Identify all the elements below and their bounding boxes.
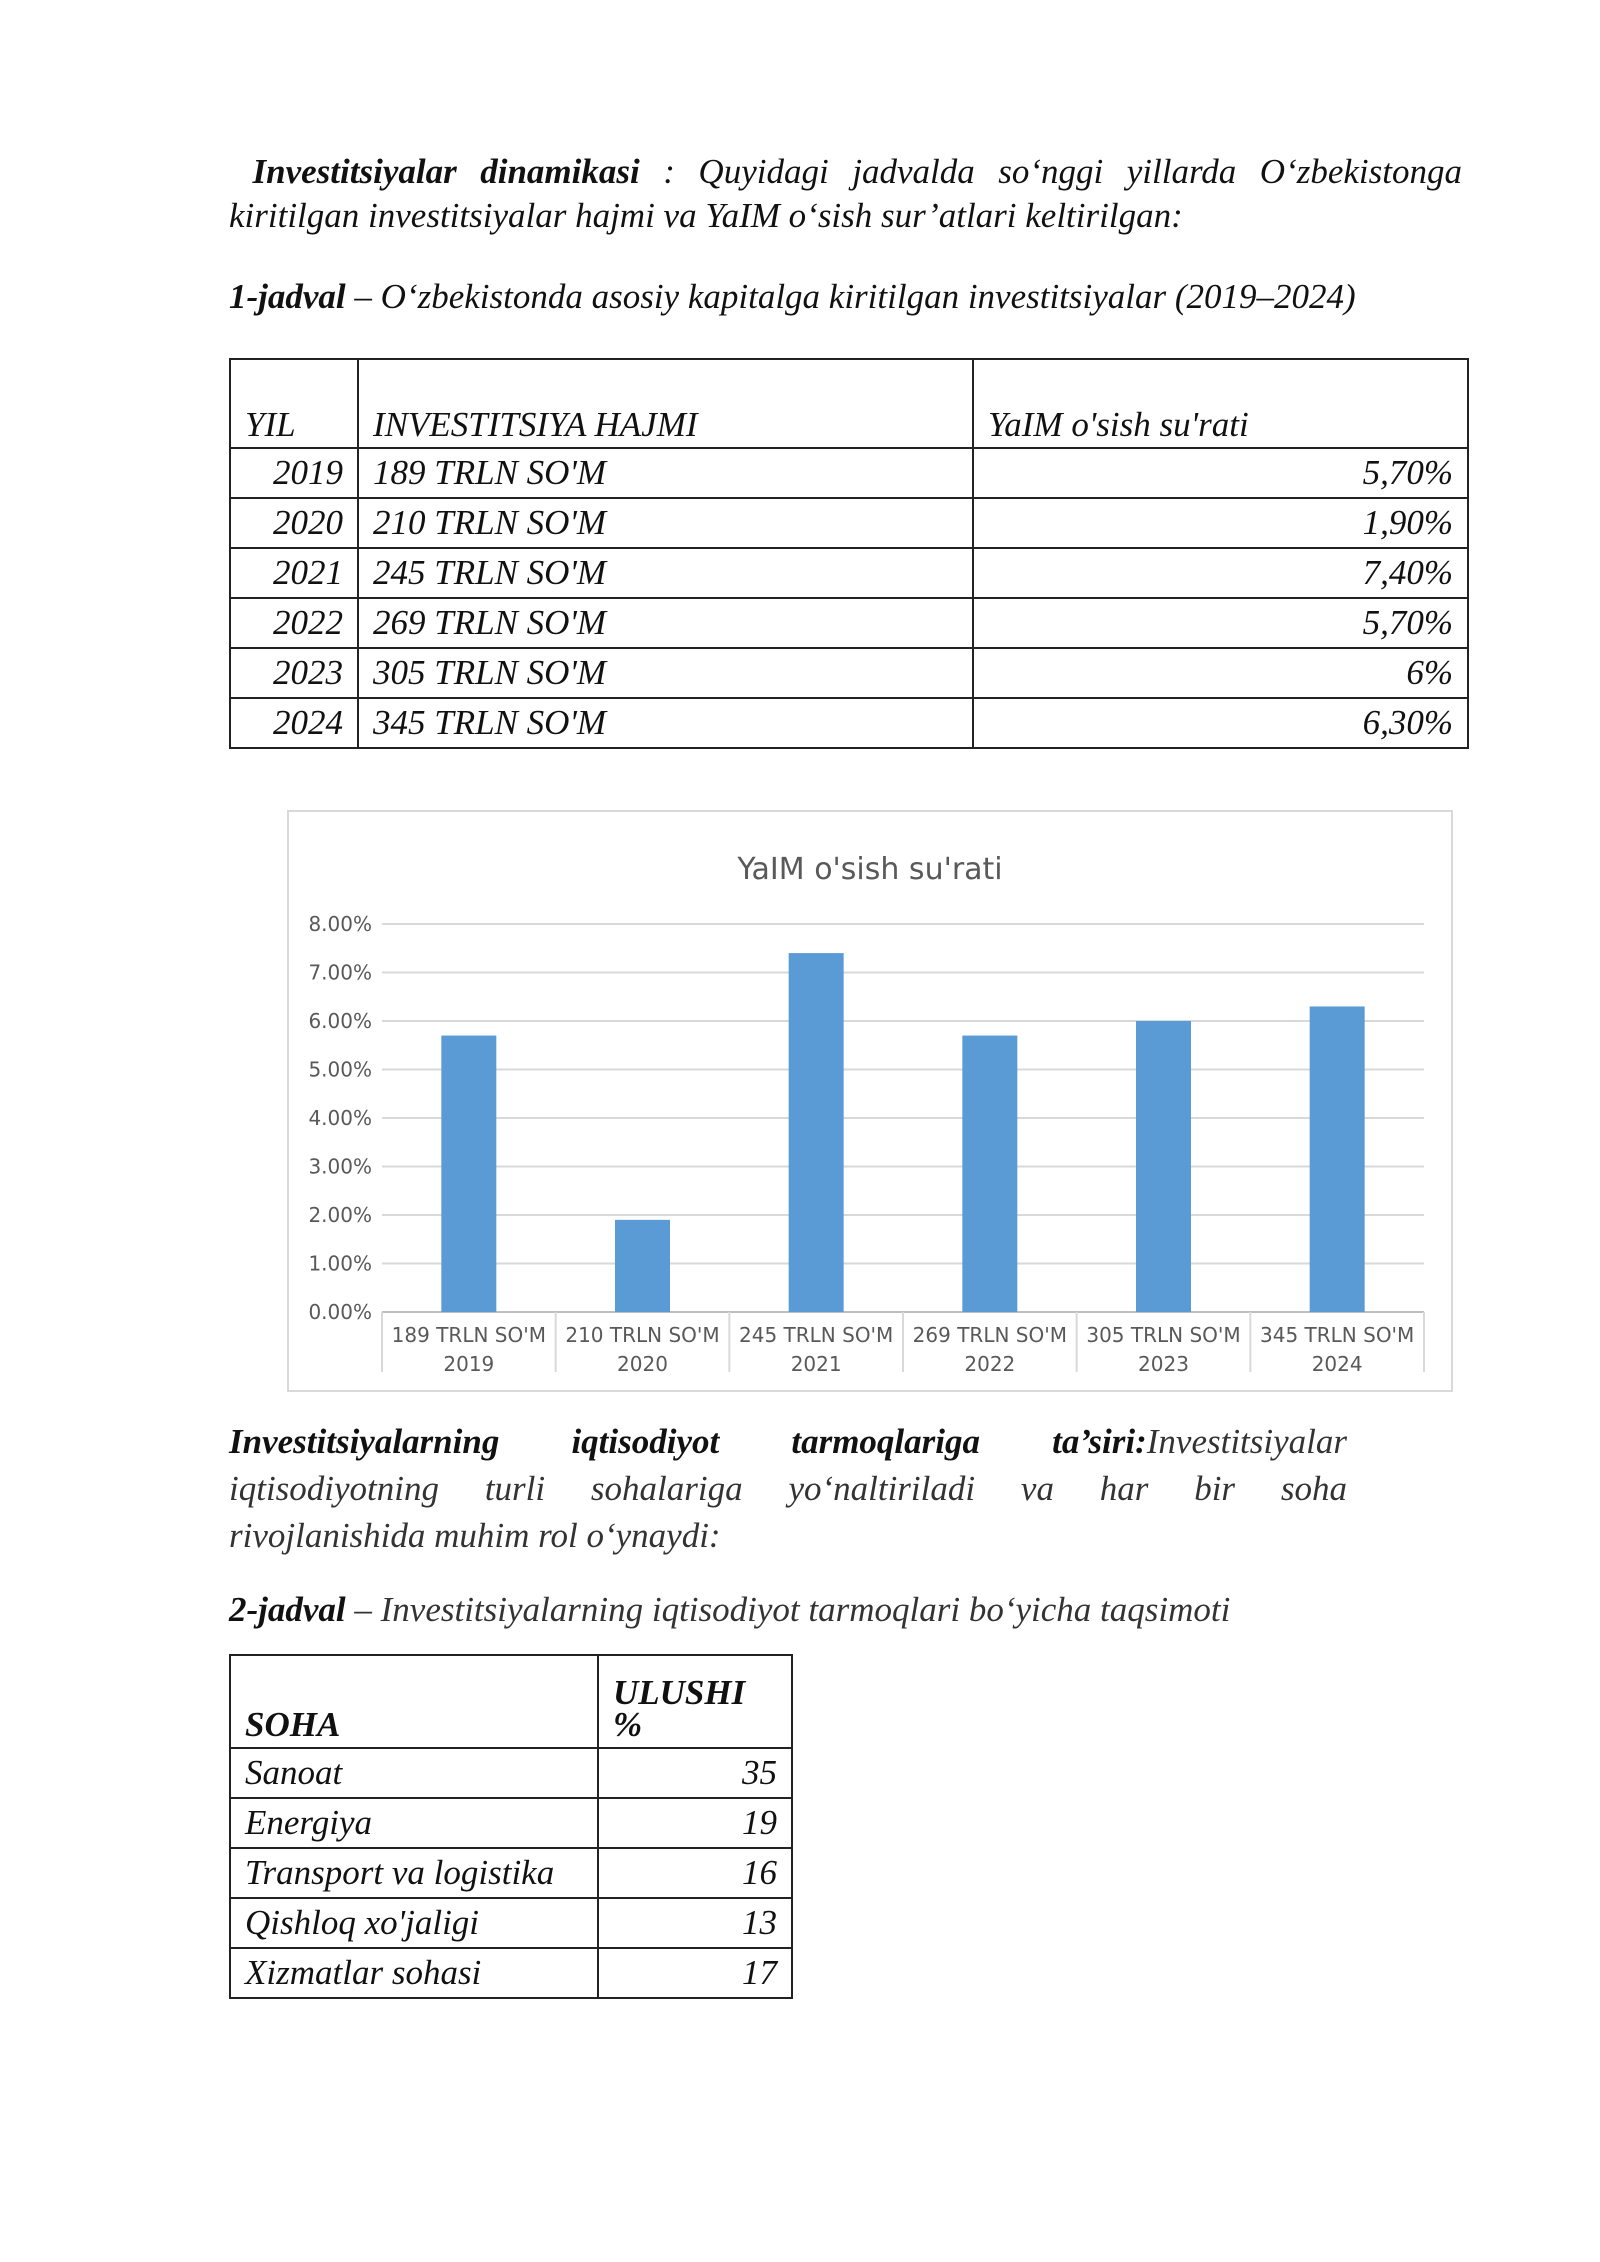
year-cell: 2021 [230,548,358,598]
table-row [230,698,1468,748]
chart-bar [615,1220,670,1312]
gdp-growth-chart [287,810,1453,1392]
chart-bars [441,953,1364,1312]
table-row [230,1898,792,1948]
share-cell: 17 [598,1948,792,1998]
x-tick-label: 245 TRLN SO'M [739,1323,894,1347]
chart-gridlines [382,924,1424,1312]
share-cell: 35 [598,1748,792,1798]
x-tick-label: 345 TRLN SO'M [1260,1323,1415,1347]
y-tick-label: 2.00% [308,1203,372,1227]
intro-heading: Investitsiyalar dinamikasi [252,152,640,191]
investment-table [229,358,1469,749]
table-row [230,548,1468,598]
table-row [230,648,1468,698]
investment-cell: 269 TRLN SO'M [358,598,973,648]
table-row [230,1948,792,1998]
year-cell: 2019 [230,448,358,498]
table2-caption-text: – Investitsiyalarning iqtisodiyot tarmoqlari bo‘yicha taqsimoti [345,1590,1231,1629]
section2-line2: iqtisodiyotning turli sohalariga yo‘naltiriladi va har bir soha [229,1469,1347,1508]
share-cell: 16 [598,1848,792,1898]
y-tick-label: 4.00% [308,1106,372,1130]
x-tick-label: 269 TRLN SO'M [912,1323,1067,1347]
x-tick-label: 2023 [1138,1352,1189,1376]
y-tick-label: 7.00% [308,960,372,985]
table-header-row [230,1655,792,1748]
sector-cell: Transport va logistika [230,1848,598,1898]
section2-heading: Investitsiyalarning iqtisodiyot tarmoqlariga ta’siri: [229,1422,1147,1461]
header-year: YIL [230,359,358,448]
section2-paragraph [229,1418,1347,1559]
table-row [230,448,1468,498]
table-row [230,1748,792,1798]
rate-cell: 5,70% [973,448,1468,498]
chart-bar [962,1036,1017,1312]
header-rate: YaIM o'sish su'rati [973,359,1468,448]
share-cell: 19 [598,1798,792,1848]
investment-cell: 345 TRLN SO'M [358,698,973,748]
year-cell: 2024 [230,698,358,748]
table-header-row [230,359,1468,448]
header-share-unit: % [613,1705,643,1744]
rate-cell: 6% [973,648,1468,698]
chart-x-axis [382,1312,1424,1376]
intro-paragraph [229,150,1462,238]
rate-cell: 6,30% [973,698,1468,748]
sector-cell: Sanoat [230,1748,598,1798]
section2-line1-rest: Investitsiyalar [1146,1422,1347,1461]
chart-canvas [289,812,1451,1390]
table1-caption-text: – O‘zbekistonda asosiy kapitalga kiritilgan investitsiyalar (2019–2024) [345,277,1356,316]
rate-cell: 1,90% [973,498,1468,548]
section2-line1 [229,1418,1347,1465]
rate-cell: 5,70% [973,598,1468,648]
chart-bar [1310,1006,1365,1312]
sector-cell: Xizmatlar sohasi [230,1948,598,1998]
chart-y-axis [308,912,372,1324]
x-tick-label: 210 TRLN SO'M [565,1323,720,1347]
y-tick-label: 0.00% [308,1300,372,1324]
x-tick-label: 2024 [1311,1352,1363,1376]
y-tick-label: 3.00% [308,1154,372,1179]
investment-cell: 305 TRLN SO'M [358,648,973,698]
header-sector: SOHA [230,1655,598,1748]
table-row [230,498,1468,548]
x-tick-label: 2020 [617,1352,668,1376]
header-share [598,1655,792,1748]
chart-bar [789,953,844,1312]
table2-caption [229,1588,1230,1632]
table-row [230,1848,792,1898]
sector-cell: Energiya [230,1798,598,1848]
year-cell: 2020 [230,498,358,548]
y-tick-label: 6.00% [308,1009,372,1033]
table1-caption-label: 1-jadval [229,277,346,316]
x-tick-label: 189 TRLN SO'M [391,1323,546,1347]
year-cell: 2022 [230,598,358,648]
investment-cell: 210 TRLN SO'M [358,498,973,548]
x-tick-label: 305 TRLN SO'M [1086,1323,1241,1347]
x-tick-label: 2022 [964,1352,1016,1376]
y-tick-label: 1.00% [308,1251,372,1276]
table2-caption-label: 2-jadval [229,1590,346,1629]
table1-caption [229,275,1356,319]
header-investment: INVESTITSIYA HAJMI [358,359,973,448]
sector-table [229,1654,793,1999]
x-tick-label: 2019 [443,1352,495,1376]
y-tick-label: 8.00% [308,912,372,936]
year-cell: 2023 [230,648,358,698]
section2-line3: rivojlanishida muhim rol o‘ynaydi: [229,1516,721,1555]
investment-cell: 245 TRLN SO'M [358,548,973,598]
x-tick-label: 2021 [790,1352,842,1376]
investment-cell: 189 TRLN SO'M [358,448,973,498]
rate-cell: 7,40% [973,548,1468,598]
sector-cell: Qishloq xo'jaligi [230,1898,598,1948]
intro-text: : Quyidagi jadvalda so‘nggi yillarda O‘zbekistonga kiritilgan investitsiyalar hajmi va YaIM o‘sish sur’atlari keltirilgan: [229,152,1462,235]
chart-bar [441,1036,496,1312]
table-row [230,1798,792,1848]
header-share-label: ULUSHI [613,1673,746,1712]
table-row [230,598,1468,648]
share-cell: 13 [598,1898,792,1948]
chart-bar [1136,1021,1191,1312]
chart-title: YaIM o'sish su'rati [737,852,1003,887]
y-tick-label: 5.00% [308,1057,372,1082]
